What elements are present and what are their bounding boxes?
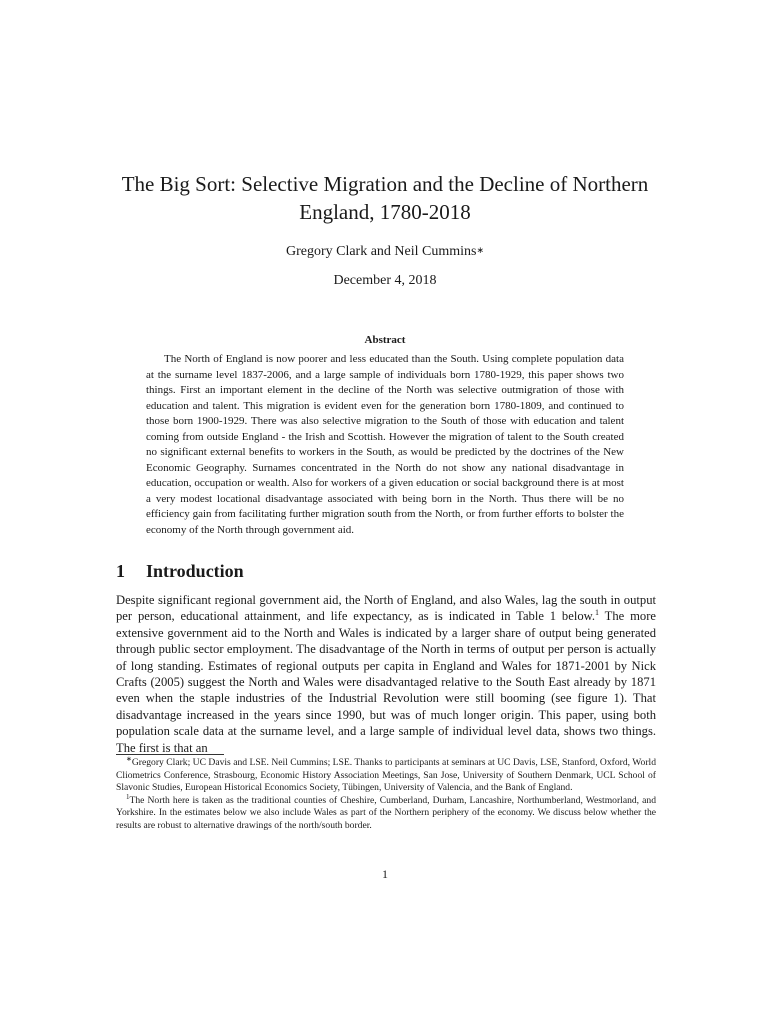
footnote-rule	[116, 754, 224, 755]
footnote-text: Gregory Clark; UC Davis and LSE. Neil Cummins; LSE. Thanks to participants at seminars at UC Davis, LSE, Stanford, Oxford, World Cliometrics Conference, Strasbourg, Economic History Association Meetings, San Jose, University of Southern Denmark, UCL School of Slavonic Studies, European Historical Economics Society, Tübingen, University of Valencia, and the Bank of England.	[116, 757, 656, 794]
body-text-part-1: Despite significant regional government aid, the North of England, and also Wales, lag the south in output per person, educational attainment, and life expectancy, as is indicated in Table 1 below.	[116, 593, 656, 624]
footnotes	[116, 754, 656, 833]
abstract-heading: Abstract	[364, 334, 406, 346]
page-number: 1	[382, 867, 388, 881]
paper-authors	[100, 243, 670, 261]
body-paragraph	[116, 592, 656, 756]
author-names: Gregory Clark and Neil Cummins	[285, 244, 477, 259]
section-title: Introduction	[146, 561, 244, 581]
body-text-part-2: The more extensive government aid to the North and Wales is indicated by a larger share of output being generated through public sector employment. The disadvantage of the North in terms of output per person is actually of long standing. Estimates of regional outputs per capita in England and Wales for 1871-2001 by Nick Crafts (2005) suggest the North and Wales were disadvantaged relative to the South East already by 1871 even when the staple industries of the Industrial Revolution were still booming (see figure 1). That disadvantage increased in the years since 1990, but was of much longer origin. This paper, using both population scale data at the surname level, and a large sample of individual level data, shows two things. The first is that an	[116, 609, 656, 755]
section-heading	[116, 560, 244, 582]
footnote-author	[116, 754, 656, 795]
paper-title: The Big Sort: Selective Migration and the Decline of Northern England, 1780-2018	[121, 172, 649, 224]
author-footnote-mark: ∗	[476, 245, 485, 255]
footnote-mark: 1	[126, 792, 130, 801]
footnote-1	[116, 792, 656, 833]
paper-date: December 4, 2018	[333, 273, 437, 288]
footnote-ref-1: 1	[595, 608, 600, 618]
abstract-text: The North of England is now poorer and less educated than the South. Using complete population data at the surname level 1837-2006, and a large sample of individuals born 1780-1929, this paper shows two things. First an important element in the decline of the North was selective outmigration of those with education and talent. This migration is evident even for the generation born 1780-1809, and continued to those born 1900-1929. There was also selective migration to the South of those with education and talent coming from outside England - the Irish and Scottish. However the migration of talent to the South created no significant external benefits to workers in the South, as would be predicted by the doctrines of the New Economic Geography. Surnames concentrated in the North do not show any national disadvantage in education, occupation or wealth. Also for workers of a given education or social background there is at most a very modest locational disadvantage associated with being born in the North. Thus there will be no efficiency gain from facilitating further migration south from the North, or from further efforts to bolster the economy of the North through government aid.	[146, 353, 624, 536]
section-number: 1	[116, 561, 125, 581]
footnote-mark: ∗	[126, 754, 132, 763]
footnote-text: The North here is taken as the traditional counties of Cheshire, Cumberland, Durham, Lancashire, Northumberland, Westmorland, and Yorkshire. In the estimates below we also include Wales as part of the Northern periphery of the economy. We discuss below whether the results are robust to alternative drawings of the north/south border.	[116, 794, 656, 831]
